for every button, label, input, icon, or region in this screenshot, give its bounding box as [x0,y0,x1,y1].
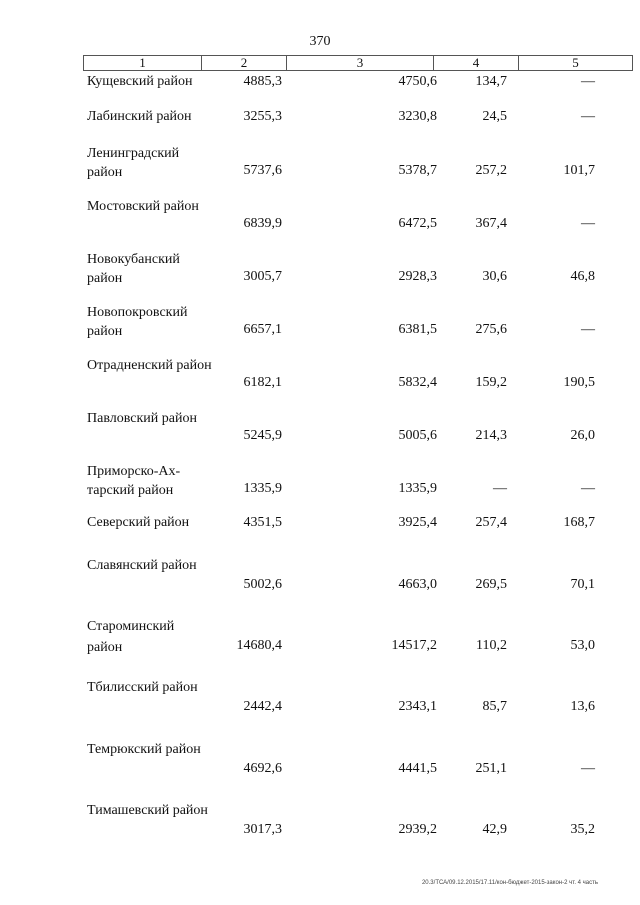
column-header-4: 4 [433,56,518,70]
table-header [83,55,633,71]
cell-col-4: 214,3 [475,428,507,443]
cell-col-5: 53,0 [570,638,595,653]
cell-col-3: 2939,2 [398,822,437,837]
cell-col-5: — [581,109,595,124]
cell-col-3: 4441,5 [398,761,437,776]
column-header-5: 5 [518,56,632,70]
cell-col-3: 2343,1 [398,699,437,714]
cell-col-3: 5378,7 [398,163,437,178]
page-number: 370 [309,34,331,49]
cell-col-2: 4351,5 [243,515,282,530]
cell-col-3: 4750,6 [398,74,437,89]
cell-col-5: — [581,481,595,496]
column-header-3: 3 [286,56,433,70]
district-name: Тбилисский район [87,680,198,695]
cell-col-2: 2442,4 [243,699,282,714]
cell-col-4: 275,6 [475,322,507,337]
cell-col-2: 4885,3 [243,74,282,89]
district-name: Северский район [87,515,190,530]
cell-col-4: 269,5 [475,577,507,592]
cell-col-2: 3255,3 [243,109,282,124]
cell-col-2: 5245,9 [243,428,282,443]
cell-col-5: 190,5 [563,375,595,390]
cell-col-3: 5005,6 [398,428,437,443]
footer-file-path: 20.3/ТСА/09.12.2015/17.11/кон-бюджет-2015-закон-2 чт. 4 часть [421,880,598,886]
cell-col-5: 168,7 [563,515,595,530]
cell-col-4: 30,6 [482,269,507,284]
cell-col-5: — [581,74,595,89]
cell-col-4: 159,2 [475,375,507,390]
cell-col-5: 70,1 [570,577,595,592]
cell-col-4: 85,7 [482,699,507,714]
cell-col-5: 46,8 [570,269,595,284]
district-name: Приморско-Ах-тарский район [87,464,181,498]
cell-col-3: 5832,4 [398,375,437,390]
district-name: Отрадненский район [87,358,212,373]
district-name: Мостовский район [87,199,199,214]
cell-col-5: 13,6 [570,699,595,714]
cell-col-3: 1335,9 [398,481,437,496]
cell-col-2: 6657,1 [243,322,282,337]
cell-col-4: — [493,481,507,496]
cell-col-2: 4692,6 [243,761,282,776]
district-name: Кущевский район [87,74,193,89]
cell-col-4: 110,2 [476,638,507,653]
cell-col-4: 251,1 [475,761,507,776]
cell-col-2: 1335,9 [243,481,282,496]
cell-col-2: 3005,7 [243,269,282,284]
cell-col-2: 5737,6 [243,163,282,178]
cell-col-3: 6381,5 [398,322,437,337]
cell-col-4: 257,2 [475,163,507,178]
cell-col-4: 42,9 [482,822,507,837]
district-name: Новокубанский район [87,252,180,286]
cell-col-2: 6182,1 [243,375,282,390]
cell-col-5: 26,0 [570,428,595,443]
cell-col-5: — [581,216,595,231]
cell-col-3: 3230,8 [398,109,437,124]
cell-col-2: 6839,9 [243,216,282,231]
cell-col-4: 367,4 [475,216,507,231]
district-name: Павловский район [87,411,197,426]
cell-col-5: 101,7 [563,163,595,178]
district-name: Ленинградский район [87,146,180,180]
cell-col-2: 5002,6 [243,577,282,592]
cell-col-5: — [581,761,595,776]
column-header-1: 1 [139,55,146,70]
district-name: Тимашевский район [87,803,208,818]
cell-col-5: — [581,322,595,337]
district-name: Славянский район [87,558,197,573]
cell-col-3: 4663,0 [398,577,437,592]
cell-col-4: 257,4 [475,515,507,530]
cell-col-4: 134,7 [475,74,507,89]
district-name: Староминский район [87,619,175,655]
cell-col-5: 35,2 [570,822,595,837]
cell-col-2: 14680,4 [236,638,282,653]
district-name: Лабинский район [87,109,192,124]
column-header-2: 2 [201,56,286,70]
district-name: Темрюкский район [87,742,201,757]
district-name: Новопокровский район [87,305,188,339]
cell-col-2: 3017,3 [243,822,282,837]
cell-col-3: 2928,3 [398,269,437,284]
cell-col-3: 14517,2 [391,638,437,653]
cell-col-4: 24,5 [482,109,507,124]
cell-col-3: 6472,5 [398,216,437,231]
cell-col-3: 3925,4 [398,515,437,530]
